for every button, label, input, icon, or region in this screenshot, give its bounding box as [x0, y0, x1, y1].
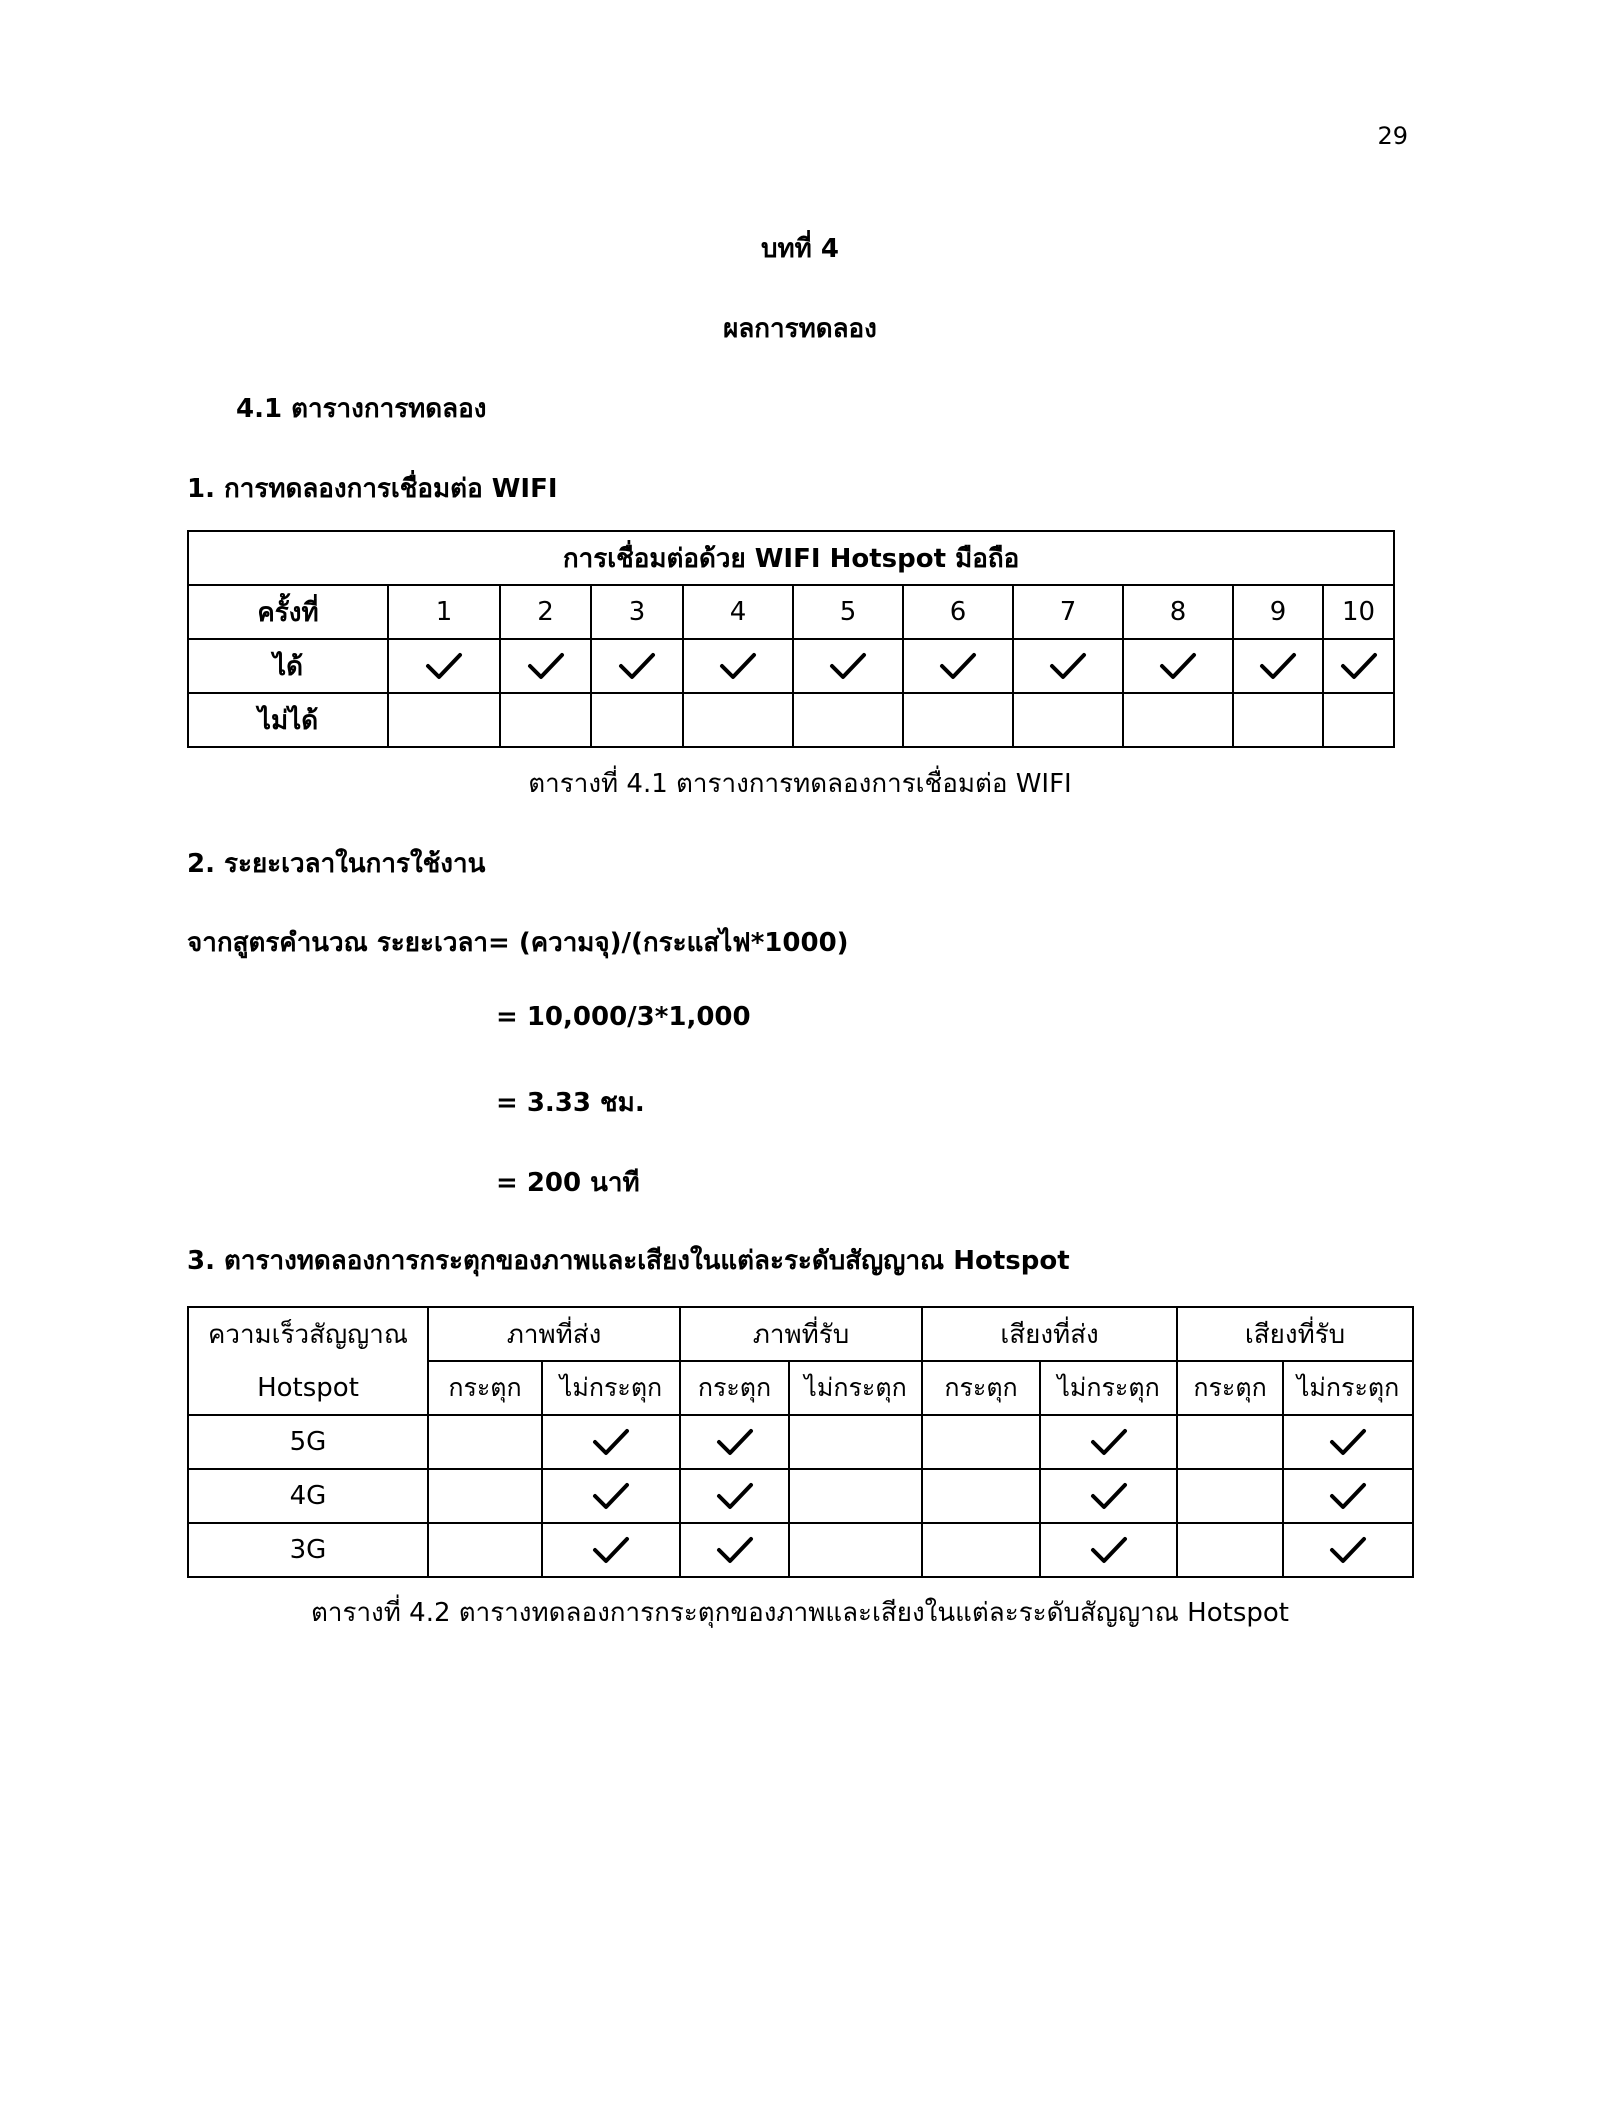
checkmark-icon: [1340, 651, 1378, 681]
trial-number: 9: [1233, 585, 1323, 639]
trial-number: 7: [1013, 585, 1123, 639]
table-cell: [1040, 1415, 1177, 1469]
section-heading-4-1: 4.1 ตารางการทดลอง: [236, 394, 487, 424]
trial-label: ครั้งที่: [188, 585, 388, 639]
wifi-table-row: [188, 639, 1394, 693]
table-cell: [789, 1523, 922, 1577]
trial-number: 4: [683, 585, 793, 639]
table-cell: [683, 693, 793, 747]
sub-header: ไม่กระตุก: [1040, 1361, 1177, 1415]
table-caption-4-2: ตารางที่ 4.2 ตารางทดลองการกระตุกของภาพและเสียงในแต่ละระดับสัญญาณ Hotspot: [311, 1598, 1289, 1628]
group-header: เสียงที่ส่ง: [922, 1307, 1177, 1361]
row-label: ได้: [188, 639, 388, 693]
checkmark-icon: [1329, 1481, 1367, 1511]
trial-number: 6: [903, 585, 1013, 639]
checkmark-icon: [1049, 651, 1087, 681]
trial-number: 1: [388, 585, 500, 639]
table-cell: [922, 1523, 1040, 1577]
row-label: ไม่ได้: [188, 693, 388, 747]
table-cell: [903, 693, 1013, 747]
table-cell: [542, 1469, 680, 1523]
sub-header: กระตุก: [428, 1361, 542, 1415]
checkmark-icon: [719, 651, 757, 681]
checkmark-icon: [592, 1481, 630, 1511]
group-header: เสียงที่รับ: [1177, 1307, 1413, 1361]
checkmark-icon: [1090, 1481, 1128, 1511]
speed-label-line-1: ความเร็วสัญญาณ: [188, 1307, 428, 1361]
checkmark-icon: [1159, 651, 1197, 681]
table-cell: [683, 639, 793, 693]
table-cell: [1323, 639, 1394, 693]
table-cell: [388, 639, 500, 693]
table-cell: [428, 1469, 542, 1523]
trial-number: 3: [591, 585, 683, 639]
table-cell: [1040, 1523, 1177, 1577]
checkmark-icon: [527, 651, 565, 681]
checkmark-icon: [1090, 1427, 1128, 1457]
table-cell: [1013, 693, 1123, 747]
table-cell: [591, 693, 683, 747]
table-cell: [1177, 1415, 1283, 1469]
table-cell: [500, 693, 591, 747]
table-cell: [793, 639, 903, 693]
checkmark-icon: [425, 651, 463, 681]
speed-label-line-2: Hotspot: [188, 1361, 428, 1415]
table-cell: [1233, 639, 1323, 693]
checkmark-icon: [1329, 1535, 1367, 1565]
checkmark-icon: [1090, 1535, 1128, 1565]
trial-number: 5: [793, 585, 903, 639]
hotspot-stutter-table: [187, 1306, 1414, 1578]
table-cell: [428, 1415, 542, 1469]
table-row: [188, 1469, 1413, 1523]
signal-speed-label: 5G: [188, 1415, 428, 1469]
checkmark-icon: [716, 1535, 754, 1565]
table-caption-4-1: ตารางที่ 4.1 ตารางการทดลองการเชื่อมต่อ WIFI: [528, 769, 1072, 799]
page-number: 29: [1377, 122, 1408, 150]
table-cell: [1040, 1469, 1177, 1523]
table-cell: [680, 1523, 789, 1577]
chapter-title: บทที่ 4: [761, 234, 839, 264]
trial-number: 8: [1123, 585, 1233, 639]
checkmark-icon: [592, 1535, 630, 1565]
table-cell: [1283, 1469, 1413, 1523]
table-cell: [1233, 693, 1323, 747]
group-header: ภาพที่รับ: [680, 1307, 922, 1361]
table-cell: [1177, 1523, 1283, 1577]
trial-number: 2: [500, 585, 591, 639]
table-cell: [793, 693, 903, 747]
wifi-table-title: การเชื่อมต่อด้วย WIFI Hotspot มือถือ: [188, 531, 1394, 585]
signal-speed-label: 4G: [188, 1469, 428, 1523]
formula-line-2: = 10,000/3*1,000: [496, 1002, 751, 1032]
group-header: ภาพที่ส่ง: [428, 1307, 680, 1361]
formula-line-3: = 3.33 ชม.: [496, 1088, 645, 1118]
signal-speed-label: 3G: [188, 1523, 428, 1577]
trial-number: 10: [1323, 585, 1394, 639]
checkmark-icon: [829, 651, 867, 681]
checkmark-icon: [1329, 1427, 1367, 1457]
hotspot-table-sub-row: [188, 1361, 1413, 1415]
table-cell: [922, 1415, 1040, 1469]
table-cell: [500, 639, 591, 693]
table-cell: [922, 1469, 1040, 1523]
table-cell: [591, 639, 683, 693]
table-cell: [1123, 639, 1233, 693]
wifi-connection-table: [187, 530, 1395, 748]
table-cell: [680, 1469, 789, 1523]
table-cell: [1283, 1415, 1413, 1469]
sub-header: กระตุก: [680, 1361, 789, 1415]
table-cell: [1283, 1523, 1413, 1577]
table-row: [188, 1523, 1413, 1577]
chapter-subtitle: ผลการทดลอง: [723, 314, 877, 344]
table-row: [188, 1415, 1413, 1469]
formula-line-4: = 200 นาที: [496, 1168, 640, 1198]
hotspot-table-group-row: [188, 1307, 1413, 1361]
section-heading-2: 2. ระยะเวลาในการใช้งาน: [187, 849, 486, 879]
checkmark-icon: [592, 1427, 630, 1457]
checkmark-icon: [716, 1427, 754, 1457]
table-cell: [903, 639, 1013, 693]
table-cell: [1177, 1469, 1283, 1523]
sub-header: ไม่กระตุก: [542, 1361, 680, 1415]
checkmark-icon: [1259, 651, 1297, 681]
sub-header: กระตุก: [1177, 1361, 1283, 1415]
checkmark-icon: [716, 1481, 754, 1511]
table-cell: [1013, 639, 1123, 693]
table-cell: [1323, 693, 1394, 747]
table-cell: [789, 1469, 922, 1523]
checkmark-icon: [618, 651, 656, 681]
formula-line-1: จากสูตรคำนวณ ระยะเวลา= (ความจุ)/(กระแสไฟ*1000): [187, 928, 849, 958]
table-cell: [1123, 693, 1233, 747]
wifi-table-header-row: [188, 585, 1394, 639]
sub-header: ไม่กระตุก: [789, 1361, 922, 1415]
table-cell: [542, 1415, 680, 1469]
sub-header: ไม่กระตุก: [1283, 1361, 1413, 1415]
table-cell: [789, 1415, 922, 1469]
checkmark-icon: [939, 651, 977, 681]
table-cell: [428, 1523, 542, 1577]
table-cell: [388, 693, 500, 747]
wifi-table-row: [188, 693, 1394, 747]
section-heading-1: 1. การทดลองการเชื่อมต่อ WIFI: [187, 474, 558, 504]
section-heading-3: 3. ตารางทดลองการกระตุกของภาพและเสียงในแต่ละระดับสัญญาณ Hotspot: [187, 1246, 1070, 1276]
sub-header: กระตุก: [922, 1361, 1040, 1415]
table-cell: [542, 1523, 680, 1577]
table-cell: [680, 1415, 789, 1469]
